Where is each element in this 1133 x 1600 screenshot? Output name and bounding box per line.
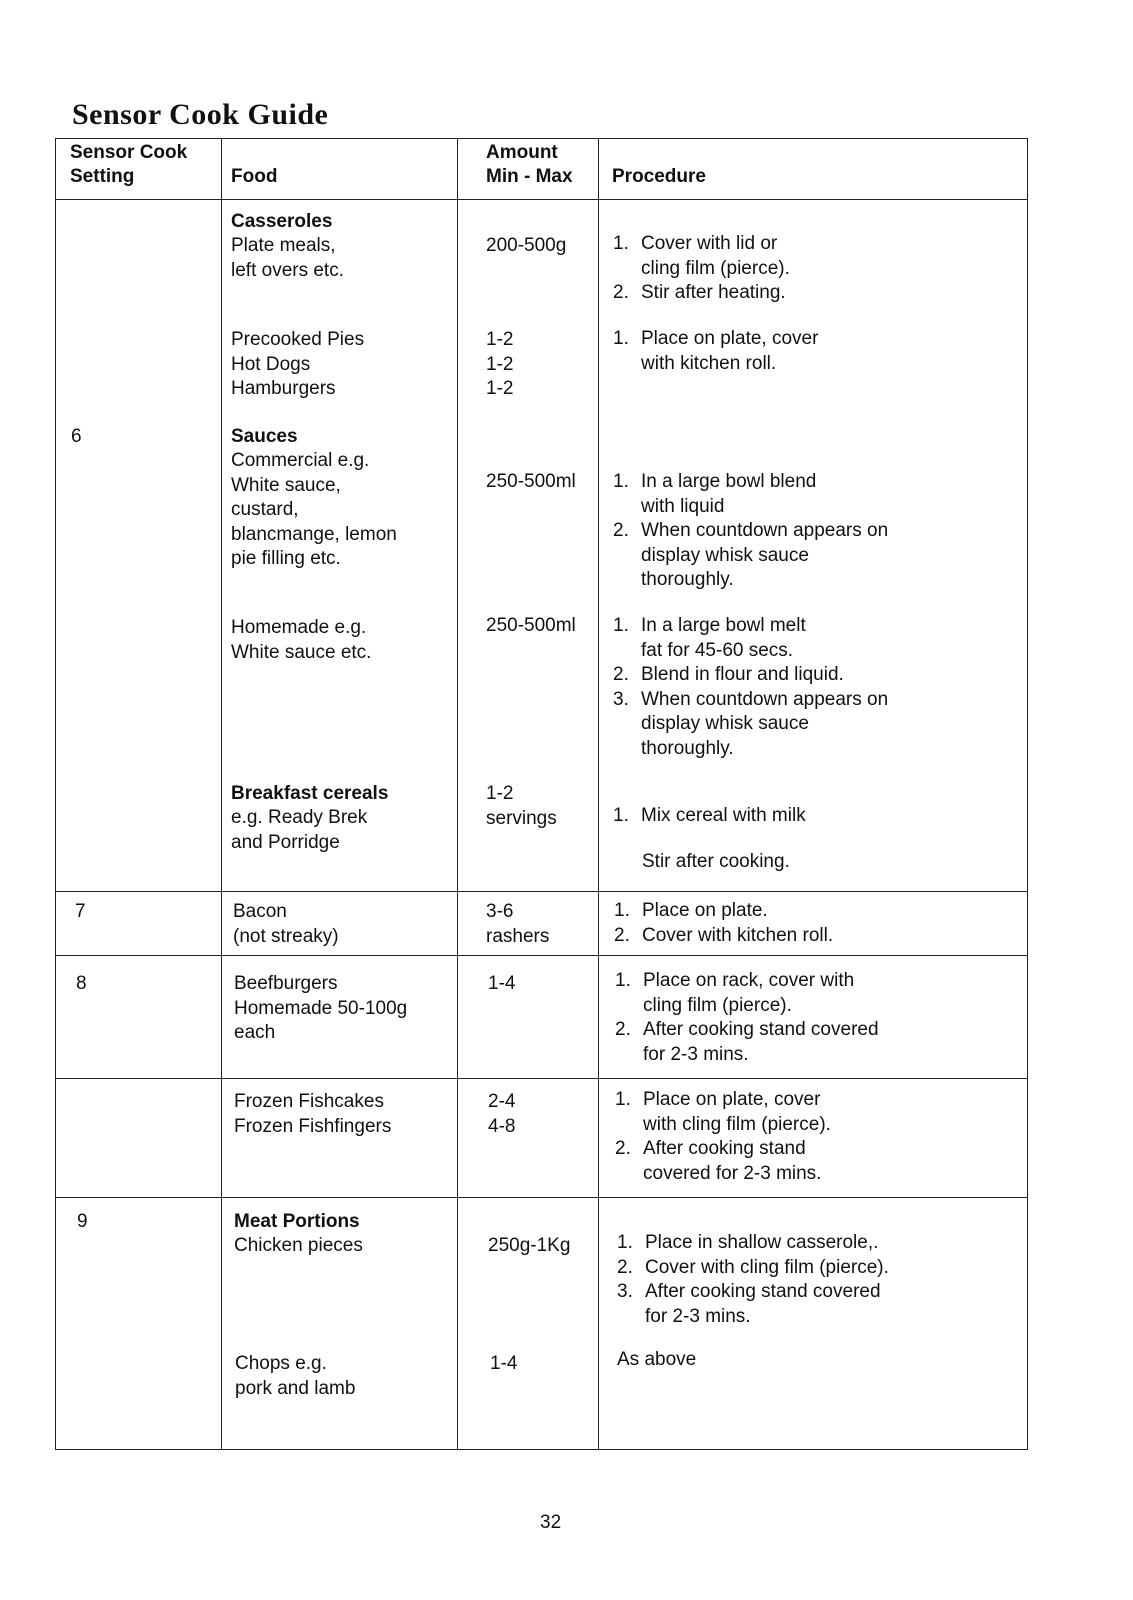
- bacon-food: Bacon (not streaky): [233, 901, 339, 947]
- fish-amount: 2-4 4-8: [488, 1091, 516, 1137]
- cereals-amount: 1-2 servings: [486, 783, 557, 829]
- pies-food: Precooked Pies Hot Dogs Hamburgers: [231, 329, 365, 399]
- bacon-amount: 3-6 rashers: [486, 901, 550, 947]
- casseroles-food: Plate meals, left overs etc.: [231, 235, 344, 281]
- sauces-food: Commercial e.g. White sauce, custard, blancmange, lemon pie filling etc.: [231, 450, 397, 569]
- cereals-heading: Breakfast cereals: [231, 783, 389, 804]
- setting-8: 8: [76, 973, 87, 994]
- procedure-step: 1. Place in shallow casserole,.: [617, 1232, 879, 1253]
- beefburgers-procedure: [615, 969, 1020, 1067]
- row-divider: [55, 1078, 1028, 1079]
- procedure-step: 1. Mix cereal with milk: [613, 805, 806, 826]
- header-food: Food: [231, 166, 278, 187]
- row-divider: [55, 891, 1028, 892]
- casseroles-heading: Casseroles: [231, 211, 333, 232]
- chops-food: Chops e.g. pork and lamb: [235, 1353, 356, 1399]
- row-divider: [55, 1197, 1028, 1198]
- row-divider: [55, 955, 1028, 956]
- sauces-procedure: [613, 470, 1018, 593]
- column-divider: [598, 138, 599, 1450]
- setting-7: 7: [75, 901, 86, 922]
- procedure-step: 1. Place on rack, cover with cling film (pierce).: [615, 970, 855, 1016]
- casseroles-procedure: [613, 232, 1018, 306]
- page-title: Sensor Cook Guide: [72, 98, 329, 131]
- procedure-step: 2. Cover with kitchen roll.: [614, 924, 834, 946]
- header-procedure: Procedure: [612, 166, 706, 187]
- beefburgers-amount: 1-4: [488, 973, 516, 994]
- meat-food: Chicken pieces: [234, 1235, 363, 1256]
- fish-food: Frozen Fishcakes Frozen Fishfingers: [234, 1091, 392, 1137]
- column-divider: [221, 138, 222, 1450]
- pies-procedure: [613, 327, 1018, 376]
- homemade-amount: 250-500ml: [486, 615, 576, 636]
- beefburgers-food: Beefburgers Homemade 50-100g each: [234, 973, 408, 1043]
- chops-procedure: As above: [617, 1349, 697, 1370]
- page-number: 32: [540, 1512, 562, 1533]
- meat-procedure: [617, 1231, 1022, 1329]
- cereals-procedure: [613, 804, 1018, 829]
- bacon-procedure: [614, 899, 1019, 948]
- homemade-food: Homemade e.g. White sauce etc.: [231, 617, 372, 663]
- sauces-amount: 250-500ml: [486, 471, 576, 492]
- procedure-step: 1. In a large bowl melt fat for 45-60 secs.: [613, 615, 806, 661]
- procedure-step: 2. After cooking stand covered for 2-3 mins.: [615, 1019, 879, 1065]
- meat-amount: 250g-1Kg: [488, 1235, 571, 1256]
- chops-amount: 1-4: [490, 1353, 518, 1374]
- procedure-step: 3. After cooking stand covered for 2-3 mins.: [617, 1281, 881, 1327]
- procedure-step: 1. Place on plate.: [614, 900, 768, 921]
- procedure-step: 1. Place on plate, cover with kitchen roll.: [613, 328, 819, 374]
- procedure-step: 2. When countdown appears on display whisk sauce thoroughly.: [613, 520, 889, 590]
- procedure-step: 2. Blend in flour and liquid.: [613, 664, 844, 685]
- column-divider: [457, 138, 458, 1450]
- procedure-step: 2. Stir after heating.: [613, 282, 786, 303]
- header-setting: Sensor Cook Setting: [70, 142, 188, 187]
- cereals-note: Stir after cooking.: [642, 851, 790, 872]
- procedure-step: 1. Cover with lid or cling film (pierce).: [613, 233, 790, 279]
- pies-amount: 1-2 1-2 1-2: [486, 329, 514, 399]
- sauces-heading: Sauces: [231, 426, 298, 447]
- setting-9: 9: [77, 1211, 88, 1232]
- setting-6: 6: [71, 426, 82, 447]
- procedure-step: 2. After cooking stand covered for 2-3 mins.: [615, 1138, 822, 1184]
- procedure-step: 2. Cover with cling film (pierce).: [617, 1256, 889, 1278]
- procedure-step: 1. Place on plate, cover with cling film (pierce).: [615, 1089, 831, 1135]
- header-amount: Amount Min - Max: [486, 142, 573, 187]
- procedure-step: 3. When countdown appears on display whisk sauce thoroughly.: [613, 688, 889, 759]
- cereals-food: e.g. Ready Brek and Porridge: [231, 807, 368, 853]
- homemade-procedure: [613, 614, 1018, 761]
- fish-procedure: [615, 1088, 1020, 1186]
- row-divider: [55, 199, 1028, 200]
- casseroles-amount: 200-500g: [486, 235, 567, 256]
- meat-heading: Meat Portions: [234, 1211, 360, 1232]
- procedure-step: 1. In a large bowl blend with liquid: [613, 471, 817, 517]
